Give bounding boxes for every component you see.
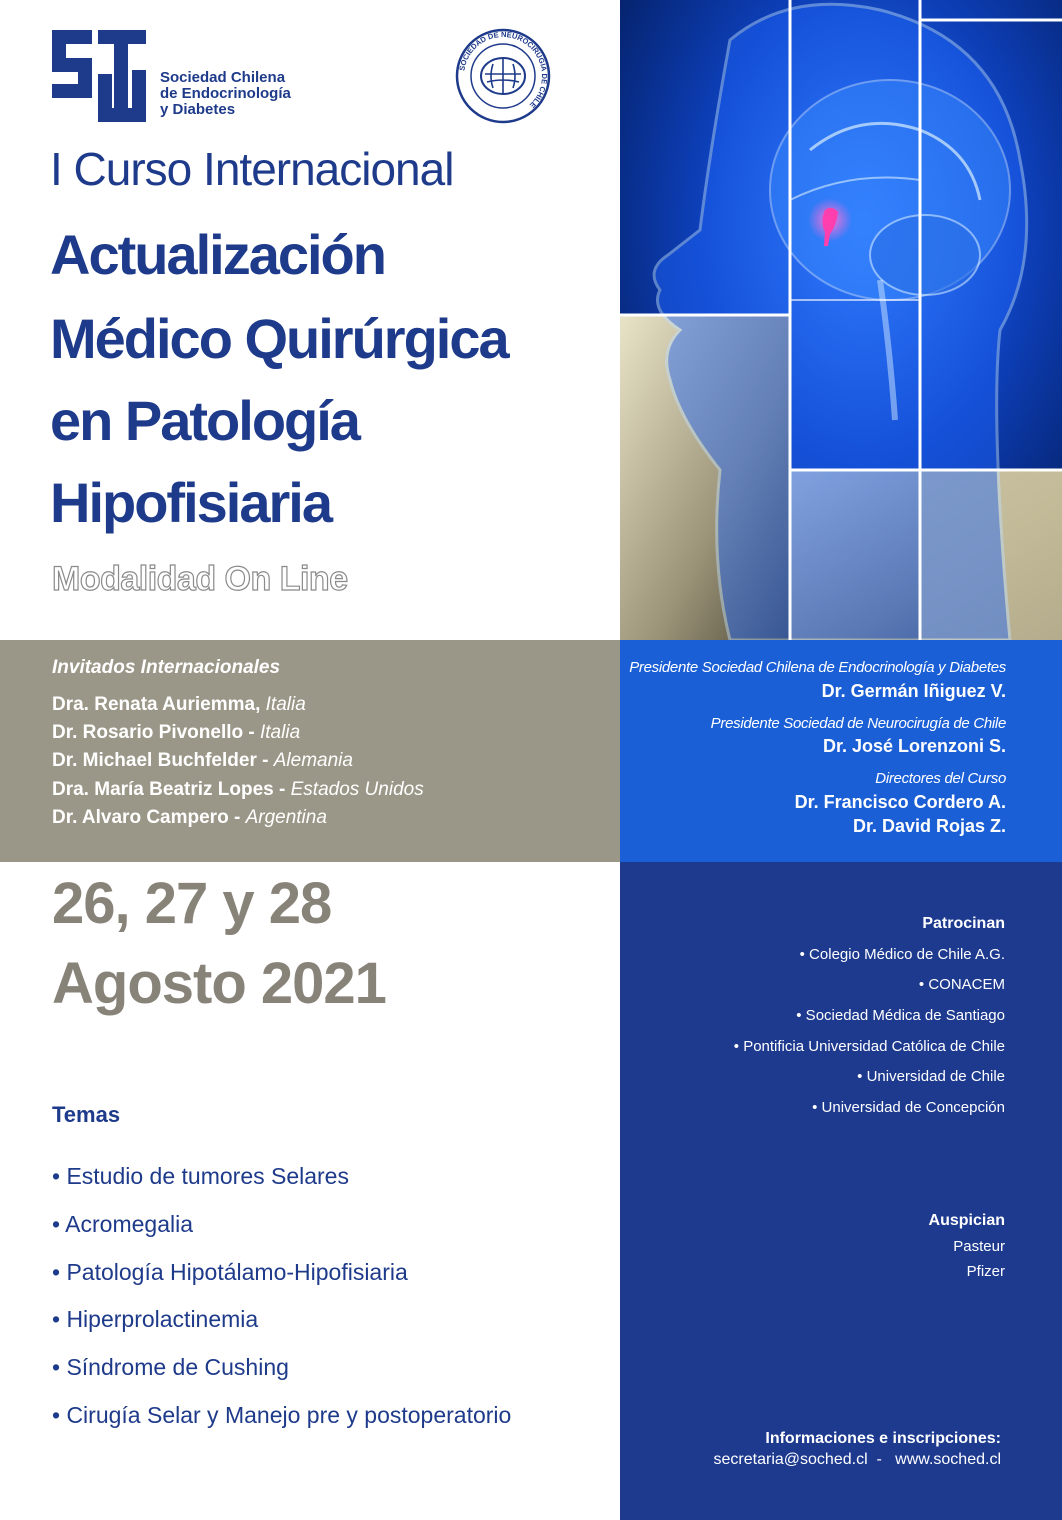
guest-country: Italia — [260, 722, 301, 743]
org-name-line: Sociedad Chilena — [160, 69, 286, 86]
neurocirugia-seal-icon — [455, 28, 551, 124]
modality-label: Modalidad On Line — [52, 560, 348, 598]
course-title-line2: Actualización — [50, 223, 385, 286]
org-name — [160, 70, 291, 118]
sponsor-item: • Sociedad Médica de Santiago — [796, 1007, 1005, 1024]
sponsor-item: • Universidad de Chile — [857, 1068, 1005, 1085]
guest-item — [52, 750, 353, 772]
authority-name: Dr. David Rojas Z. — [852, 816, 1006, 836]
guests-heading: Invitados Internacionales — [52, 657, 281, 678]
guest-item — [52, 722, 300, 744]
guest-name: Dr. Rosario Pivonello - — [52, 722, 255, 743]
supporter-item: Pfizer — [966, 1263, 1005, 1280]
org-name-line: de Endocrinología — [160, 85, 291, 102]
guest-item — [52, 694, 306, 716]
authority-role: Presidente Sociedad Chilena de Endocrinología y Diabetes — [629, 659, 1006, 676]
course-title-line1: I Curso Internacional — [50, 143, 454, 195]
guest-name: Dr. Alvaro Campero - — [52, 807, 241, 828]
topic-item: • Cirugía Selar y Manejo pre y postoperatorio — [52, 1402, 512, 1428]
supporter-item: Pasteur — [953, 1238, 1005, 1255]
topic-item: • Síndrome de Cushing — [52, 1354, 289, 1380]
authority-name: Dr. José Lorenzoni S. — [822, 736, 1006, 756]
guest-name: Dra. María Beatriz Lopes - — [52, 779, 286, 800]
authority-name: Dr. Francisco Cordero A. — [794, 792, 1006, 812]
course-title-line3: Médico Quirúrgica — [50, 307, 508, 370]
topic-item: • Patología Hipotálamo-Hipofisiaria — [52, 1259, 408, 1285]
soched-logo-icon — [52, 30, 152, 122]
guest-country: Argentina — [245, 807, 327, 828]
sponsor-item: • Universidad de Concepción — [812, 1099, 1005, 1116]
org-name-line: y Diabetes — [160, 101, 236, 118]
sponsor-item: • Pontificia Universidad Católica de Chile — [733, 1038, 1005, 1055]
course-title-line5: Hipofisiaria — [50, 471, 331, 534]
sponsor-item: • CONACEM — [918, 976, 1005, 993]
supporters-heading: Auspician — [928, 1212, 1005, 1229]
contact-heading: Informaciones e inscripciones: — [765, 1430, 1001, 1447]
brain-head-illustration — [620, 0, 1062, 640]
guest-name: Dr. Michael Buchfelder - — [52, 750, 269, 771]
guest-country: Italia — [265, 694, 306, 715]
guest-item — [52, 779, 424, 801]
authority-role: Presidente Sociedad de Neurocirugía de Chile — [710, 715, 1006, 732]
authority-role: Directores del Curso — [875, 770, 1006, 787]
guest-country: Alemania — [273, 750, 353, 771]
seal-text: SOCIEDAD DE NEUROCIRUGIA DE CHILE — [457, 29, 550, 110]
dates-line1: 26, 27 y 28 — [52, 871, 332, 936]
contact-line: secretaria@soched.cl - www.soched.cl — [713, 1451, 1001, 1468]
sponsors-heading: Patrocinan — [922, 915, 1005, 932]
topic-item: • Acromegalia — [52, 1211, 194, 1237]
topic-item: • Hiperprolactinemia — [52, 1306, 259, 1332]
topic-item: • Estudio de tumores Selares — [52, 1163, 349, 1189]
authority-name: Dr. Germán Iñiguez V. — [821, 681, 1006, 701]
guest-name: Dra. Renata Auriemma, — [52, 694, 261, 715]
topics-heading: Temas — [52, 1102, 121, 1127]
course-title-line4: en Patología — [50, 389, 359, 452]
guest-item — [52, 807, 327, 829]
dates-line2: Agosto 2021 — [52, 951, 386, 1016]
sponsor-item: • Colegio Médico de Chile A.G. — [799, 946, 1005, 963]
guest-country: Estados Unidos — [290, 779, 424, 800]
